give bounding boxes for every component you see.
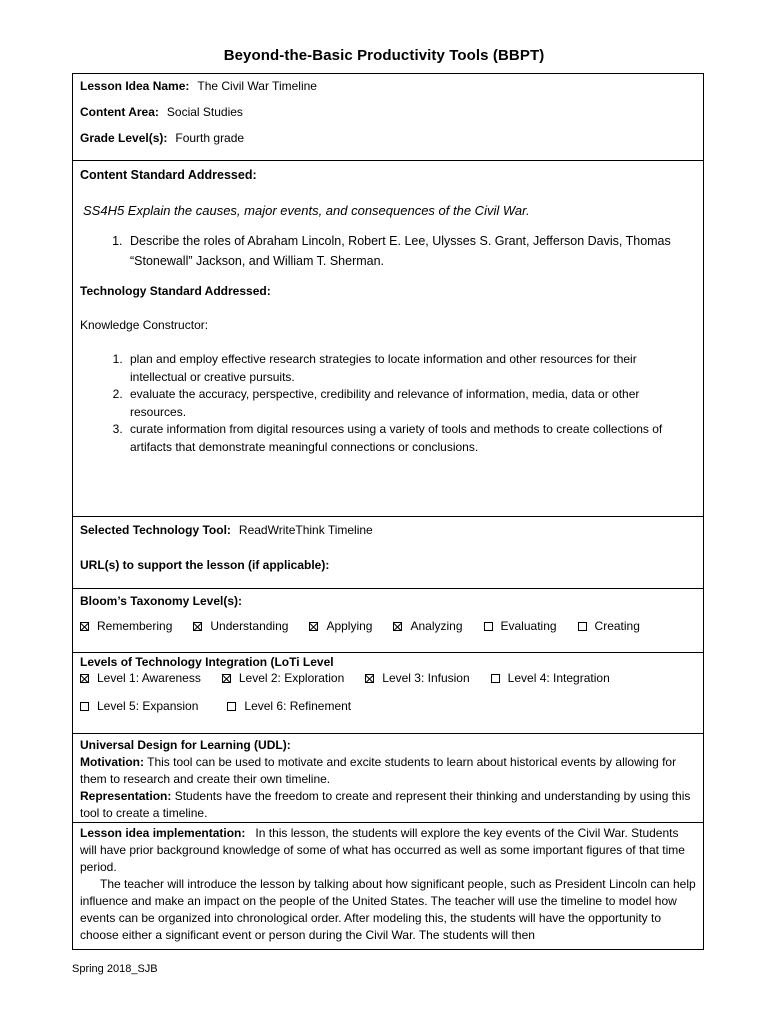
udl-heading: Universal Design for Learning (UDL): <box>80 738 291 752</box>
checkbox-checked-icon[interactable] <box>393 622 402 631</box>
representation-text: Students have the freedom to create and represent their thinking and understanding by using this tool to create a timeline. <box>80 789 691 820</box>
lesson-form <box>72 73 704 950</box>
option-label: Level 6: Refinement <box>244 699 352 713</box>
option-label: Analyzing <box>410 619 463 633</box>
option-label: Level 1: Awareness <box>97 671 201 685</box>
knowledge-constructor-label: Knowledge Constructor: <box>80 318 209 332</box>
implementation-section <box>73 823 703 949</box>
content-standard-heading: Content Standard Addressed: <box>80 168 257 182</box>
motivation-label: Motivation: <box>80 755 144 769</box>
content-area-label: Content Area: <box>80 105 159 119</box>
loti-heading: Levels of Technology Integration (LoTi Level <box>80 655 334 669</box>
representation-label: Representation: <box>80 789 172 803</box>
option-label: Understanding <box>210 619 289 633</box>
page-title: Beyond-the-Basic Productivity Tools (BBPT) <box>223 47 545 64</box>
udl-section <box>73 734 703 823</box>
lesson-info-section <box>73 74 703 161</box>
loti-level-1[interactable] <box>80 670 201 686</box>
standards-section <box>73 161 703 517</box>
checkbox-checked-icon[interactable] <box>80 674 89 683</box>
lesson-name-value: The Civil War Timeline <box>197 79 317 93</box>
list-item: 1. Describe the roles of Abraham Lincoln, Robert E. Lee, Ulysses S. Grant, Jefferson Davis, Thomas “Stonewall” Jackson, and William T. Sherman. <box>126 231 696 271</box>
option-label: Level 4: Integration <box>507 671 610 685</box>
loti-options-row-2 <box>80 698 696 714</box>
blooms-analyzing[interactable] <box>393 618 462 634</box>
checkbox-empty-icon[interactable] <box>491 674 500 683</box>
blooms-understanding[interactable] <box>193 618 288 634</box>
implementation-para-1 <box>80 825 696 876</box>
loti-options-row-1 <box>80 670 696 686</box>
checkbox-checked-icon[interactable] <box>365 674 374 683</box>
tech-standard-heading: Technology Standard Addressed: <box>80 284 271 298</box>
blooms-remembering[interactable] <box>80 618 172 634</box>
checkbox-checked-icon[interactable] <box>80 622 89 631</box>
loti-section <box>73 653 703 734</box>
blooms-creating[interactable] <box>578 618 640 634</box>
checkbox-checked-icon[interactable] <box>309 622 318 631</box>
grade-level-row <box>80 130 696 146</box>
option-label: Creating <box>594 619 640 633</box>
tool-row <box>80 522 696 538</box>
option-label: Applying <box>326 619 373 633</box>
lesson-name-label: Lesson Idea Name: <box>80 79 190 93</box>
tool-value: ReadWriteThink Timeline <box>238 523 373 537</box>
option-label: Level 5: Expansion <box>97 699 199 713</box>
udl-motivation <box>80 754 696 788</box>
tool-label: Selected Technology Tool: <box>80 523 231 537</box>
option-label: Level 2: Exploration <box>238 671 345 685</box>
loti-level-4[interactable] <box>491 670 610 686</box>
checkbox-empty-icon[interactable] <box>227 702 236 711</box>
blooms-heading: Bloom’s Taxonomy Level(s): <box>80 594 243 608</box>
implementation-para-2: The teacher will introduce the lesson by talking about how significant people, such as President Lincoln can help influence and make an impact on the people of the United States. The teacher will use the timeline to model how events can be organized into chronological order. After modeling this, the students will have the opportunity to choose either a significant event or person during the Civil War. The students will then <box>80 877 696 942</box>
option-label: Level 3: Infusion <box>382 671 470 685</box>
page-footer: Spring 2018_SJB <box>72 963 158 975</box>
blooms-options <box>80 618 696 634</box>
motivation-text: This tool can be used to motivate and excite students to learn about historical events by allowing for them to research and create their own timeline. <box>80 755 677 786</box>
udl-representation <box>80 788 696 822</box>
technology-tool-section <box>73 517 703 589</box>
blooms-evaluating[interactable] <box>484 618 557 634</box>
content-area-row <box>80 104 696 130</box>
list-item: 1. plan and employ effective research strategies to locate information and other resources for their intellectual or creative pursuits. <box>126 351 696 386</box>
option-label: Remembering <box>97 619 173 633</box>
checkbox-empty-icon[interactable] <box>484 622 493 631</box>
checkbox-empty-icon[interactable] <box>578 622 587 631</box>
implementation-text: In this lesson, the students will explore the key events of the Civil War. Students will have prior background knowledge of some of what has occurred as well as some important figures of that time period. <box>80 826 685 874</box>
implementation-label: Lesson idea implementation: <box>80 826 246 840</box>
content-area-value: Social Studies <box>166 105 243 119</box>
content-standard-text: SS4H5 Explain the causes, major events, and consequences of the Civil War. <box>83 203 530 218</box>
list-item: 2. evaluate the accuracy, perspective, credibility and relevance of information, media, data or other resources. <box>126 386 696 421</box>
loti-level-6[interactable] <box>227 698 351 714</box>
standard-code: SS4H5 Explain the causes, major events, and consequences of the Civil War <box>83 203 526 218</box>
grade-level-value: Fourth grade <box>175 131 245 145</box>
loti-level-3[interactable] <box>365 670 469 686</box>
checkbox-checked-icon[interactable] <box>193 622 202 631</box>
checkbox-checked-icon[interactable] <box>222 674 231 683</box>
tech-standard-list <box>80 351 696 456</box>
url-label: URL(s) to support the lesson (if applicable): <box>80 558 330 572</box>
grade-level-label: Grade Level(s): <box>80 131 168 145</box>
lesson-name-row <box>80 78 696 104</box>
blooms-section <box>73 589 703 653</box>
loti-level-5[interactable] <box>80 698 198 714</box>
checkbox-empty-icon[interactable] <box>80 702 89 711</box>
list-item: 3. curate information from digital resources using a variety of tools and methods to create collections of artifacts that demonstrate meaningful connections or conclusions. <box>126 421 696 456</box>
blooms-applying[interactable] <box>309 618 372 634</box>
option-label: Evaluating <box>500 619 557 633</box>
content-standard-list <box>80 231 696 271</box>
loti-level-2[interactable] <box>222 670 344 686</box>
